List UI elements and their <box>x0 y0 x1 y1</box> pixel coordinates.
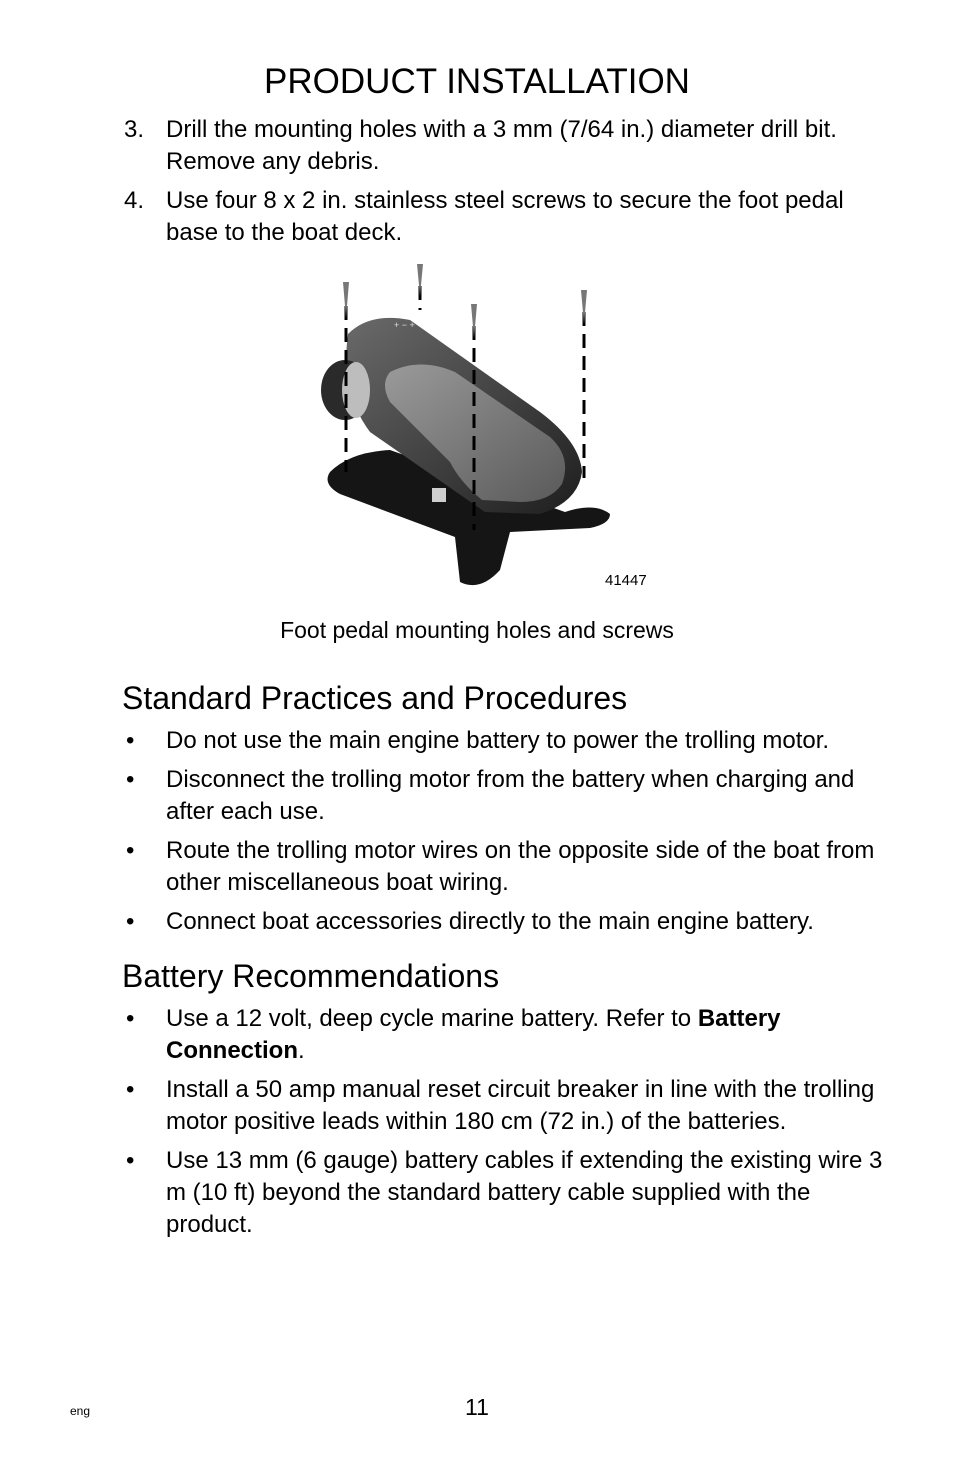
battery-recommendations-list <box>118 1003 888 1248</box>
page-number: 11 <box>465 1394 489 1420</box>
step-item <box>118 185 888 249</box>
list-item <box>118 835 888 899</box>
section-heading-battery: Battery Recommendations <box>122 958 500 994</box>
bullet-marker: • <box>126 1147 135 1174</box>
foot-pedal-drawing <box>310 262 660 598</box>
figure-number: 41447 <box>605 572 647 589</box>
step-text: Drill the mounting holes with a 3 mm (7/64 in.) diameter drill bit. Remove any debris. <box>166 116 837 175</box>
standard-practices-list <box>118 725 888 945</box>
step-item <box>118 114 888 178</box>
list-item-text: Connect boat accessories directly to the main engine battery. <box>166 908 814 935</box>
bullet-marker: • <box>126 766 135 793</box>
step-number: 3. <box>124 116 145 143</box>
bullet-marker: • <box>126 727 135 754</box>
list-item-text: Use 13 mm (6 gauge) battery cables if extending the existing wire 3 m (10 ft) beyond the standard battery cable supplied with the product. <box>166 1147 883 1238</box>
list-item <box>118 725 888 757</box>
bullet-marker: • <box>126 1005 135 1032</box>
bullet-marker: • <box>126 1076 135 1103</box>
list-item-text: Disconnect the trolling motor from the battery when charging and after each use. <box>166 766 855 825</box>
list-item <box>118 1074 888 1138</box>
page-title: PRODUCT INSTALLATION <box>264 62 690 101</box>
figure-caption: Foot pedal mounting holes and screws <box>280 617 674 643</box>
list-item-text: Use a 12 volt, deep cycle marine battery. Refer to Battery Connection. <box>166 1005 781 1064</box>
foot-pedal-illustration <box>310 262 660 598</box>
list-item <box>118 1003 888 1067</box>
footer-language: eng <box>70 1404 91 1418</box>
list-item-text: Route the trolling motor wires on the opposite side of the boat from other miscellaneous boat wiring. <box>166 837 875 896</box>
svg-text:+ − +: + − + <box>394 320 415 330</box>
list-item <box>118 764 888 828</box>
list-item-text: Do not use the main engine battery to power the trolling motor. <box>166 727 830 754</box>
step-text: Use four 8 x 2 in. stainless steel screws to secure the foot pedal base to the boat deck. <box>166 187 844 246</box>
bullet-marker: • <box>126 837 135 864</box>
step-number: 4. <box>124 187 145 214</box>
section-heading-standard-practices: Standard Practices and Procedures <box>122 680 628 716</box>
installation-steps <box>118 114 888 256</box>
battery-connection-reference: Battery Connection <box>166 1005 781 1064</box>
list-item <box>118 1145 888 1241</box>
list-item-text: Install a 50 amp manual reset circuit breaker in line with the trolling motor positive leads within 180 cm (72 in.) of the batteries. <box>166 1076 875 1135</box>
list-item <box>118 906 888 938</box>
bullet-marker: • <box>126 908 135 935</box>
